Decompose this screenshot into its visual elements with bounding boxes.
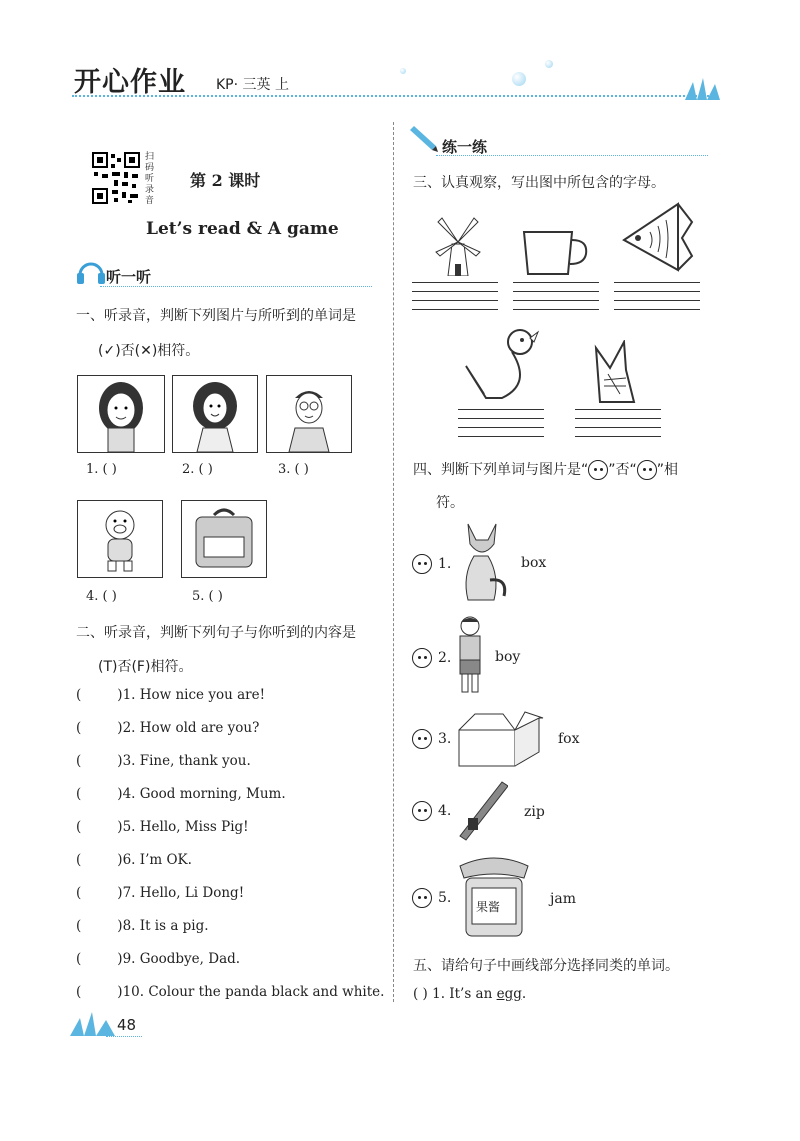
item-word: box bbox=[521, 555, 547, 571]
underlined-word: egg bbox=[496, 986, 522, 1002]
lesson-subtitle: Let’s read & A game bbox=[146, 219, 339, 239]
header-title: 开心作业 bbox=[74, 67, 186, 98]
section-practice-heading: 练一练 bbox=[442, 138, 488, 156]
question-1-line2: (✓)否(✕)相符。 bbox=[98, 343, 200, 359]
item-word: jam bbox=[550, 891, 576, 907]
grass-icon bbox=[70, 1012, 115, 1036]
q5-item-1[interactable]: ( ) 1. It’s an egg. bbox=[413, 986, 527, 1002]
answer-lines-cup[interactable] bbox=[513, 282, 599, 310]
fish-picture bbox=[620, 202, 694, 272]
sentence-text: 7. Hello, Li Dong! bbox=[122, 885, 245, 901]
column-divider bbox=[393, 122, 394, 1002]
sentence-row[interactable]: ( )3. Fine, thank you. bbox=[76, 753, 251, 769]
answer-face-icon[interactable] bbox=[412, 729, 432, 749]
item-number: 1. bbox=[438, 556, 452, 572]
sentence-row[interactable]: ( )9. Goodbye, Dad. bbox=[76, 951, 241, 967]
item-word: boy bbox=[495, 649, 521, 665]
sad-face-icon bbox=[637, 460, 657, 480]
footer-divider bbox=[106, 1036, 142, 1037]
bird-picture bbox=[462, 324, 542, 404]
fox-picture bbox=[454, 520, 510, 604]
answer-face-icon[interactable] bbox=[412, 648, 432, 668]
picture-woman bbox=[172, 375, 258, 453]
cup-picture bbox=[520, 228, 590, 276]
picture-man bbox=[266, 375, 352, 453]
header-divider bbox=[72, 95, 717, 97]
question-4-line2: 符。 bbox=[436, 495, 464, 511]
grass-icon bbox=[685, 78, 720, 100]
item-word: fox bbox=[558, 731, 580, 747]
jar-label: 果酱 bbox=[476, 900, 501, 914]
picture-schoolbag bbox=[181, 500, 267, 578]
q1-blank-2[interactable]: 2. ( ) bbox=[182, 462, 213, 477]
windmill-picture bbox=[432, 214, 484, 276]
q1-blank-5[interactable]: 5. ( ) bbox=[192, 589, 223, 604]
section-listen-heading: 听一听 bbox=[106, 268, 152, 286]
answer-lines-fish[interactable] bbox=[614, 282, 700, 310]
section-practice-divider bbox=[436, 155, 708, 156]
sentence-text: 5. Hello, Miss Pig! bbox=[122, 819, 249, 835]
sentence-row[interactable]: ( )4. Good morning, Mum. bbox=[76, 786, 286, 802]
bubble-decoration bbox=[400, 68, 406, 74]
pencil-icon bbox=[408, 124, 440, 154]
question-4-line1: 四、判断下列单词与图片是“ ”否“ ”相 bbox=[413, 462, 679, 478]
picture-girl-1 bbox=[77, 375, 165, 453]
sentence-text: 8. It is a pig. bbox=[122, 918, 209, 934]
item-number: 5. bbox=[438, 890, 452, 906]
sentence-row[interactable]: ( )10. Colour the panda black and white. bbox=[76, 984, 385, 1000]
smile-face-icon bbox=[588, 460, 608, 480]
qr-code-icon[interactable] bbox=[92, 152, 140, 204]
answer-face-icon[interactable] bbox=[412, 888, 432, 908]
q1-blank-4[interactable]: 4. ( ) bbox=[86, 589, 117, 604]
jam-jar-picture bbox=[456, 852, 532, 940]
item-number: 3. bbox=[438, 731, 452, 747]
header-subtitle: KP· 三英 上 bbox=[216, 77, 289, 93]
answer-face-icon[interactable] bbox=[412, 801, 432, 821]
boy-picture bbox=[452, 614, 488, 696]
sentence-text: 2. How old are you? bbox=[122, 720, 260, 736]
sentence-text: 1. How nice you are! bbox=[122, 687, 265, 703]
cat-picture bbox=[590, 340, 646, 404]
question-3: 三、认真观察，写出图中所包含的字母。 bbox=[413, 175, 665, 191]
answer-lines-bird[interactable] bbox=[458, 409, 544, 437]
question-1-line1: 一、听录音，判断下列图片与所听到的单词是 bbox=[76, 308, 356, 324]
q1-blank-1[interactable]: 1. ( ) bbox=[86, 462, 117, 477]
sentence-row[interactable]: ( )2. How old are you? bbox=[76, 720, 260, 736]
section-listen-divider bbox=[100, 286, 372, 287]
sentence-text: 4. Good morning, Mum. bbox=[122, 786, 286, 802]
item-number: 4. bbox=[438, 803, 452, 819]
qr-label: 扫码听录音 bbox=[145, 152, 155, 206]
sentence-row[interactable]: ( )5. Hello, Miss Pig! bbox=[76, 819, 249, 835]
box-picture bbox=[455, 710, 545, 768]
q1-blank-3[interactable]: 3. ( ) bbox=[278, 462, 309, 477]
lesson-number: 第 2 课时 bbox=[190, 171, 261, 190]
headphones-icon bbox=[76, 257, 106, 285]
question-2-line2: (T)否(F)相符。 bbox=[98, 659, 193, 675]
bubble-decoration bbox=[512, 72, 526, 86]
sentence-row[interactable]: ( )6. I’m OK. bbox=[76, 852, 192, 868]
page-number: 48 bbox=[117, 1016, 137, 1034]
sentence-text: 6. I’m OK. bbox=[122, 852, 192, 868]
sentence-row[interactable]: ( )7. Hello, Li Dong! bbox=[76, 885, 245, 901]
bubble-decoration bbox=[545, 60, 553, 68]
zipper-picture bbox=[452, 780, 508, 842]
sentence-text: 10. Colour the panda black and white. bbox=[122, 984, 385, 1000]
question-5: 五、请给句子中画线部分选择同类的单词。 bbox=[413, 958, 679, 974]
question-2-line1: 二、听录音，判断下列句子与你听到的内容是 bbox=[76, 625, 356, 641]
sentence-row[interactable]: ( )1. How nice you are! bbox=[76, 687, 265, 703]
answer-lines-windmill[interactable] bbox=[412, 282, 498, 310]
item-number: 2. bbox=[438, 650, 452, 666]
sentence-row[interactable]: ( )8. It is a pig. bbox=[76, 918, 209, 934]
sentence-text: 9. Goodbye, Dad. bbox=[122, 951, 241, 967]
sentence-text: 3. Fine, thank you. bbox=[122, 753, 251, 769]
answer-lines-cat[interactable] bbox=[575, 409, 661, 437]
item-word: zip bbox=[524, 804, 545, 820]
answer-face-icon[interactable] bbox=[412, 554, 432, 574]
picture-pig bbox=[77, 500, 163, 578]
